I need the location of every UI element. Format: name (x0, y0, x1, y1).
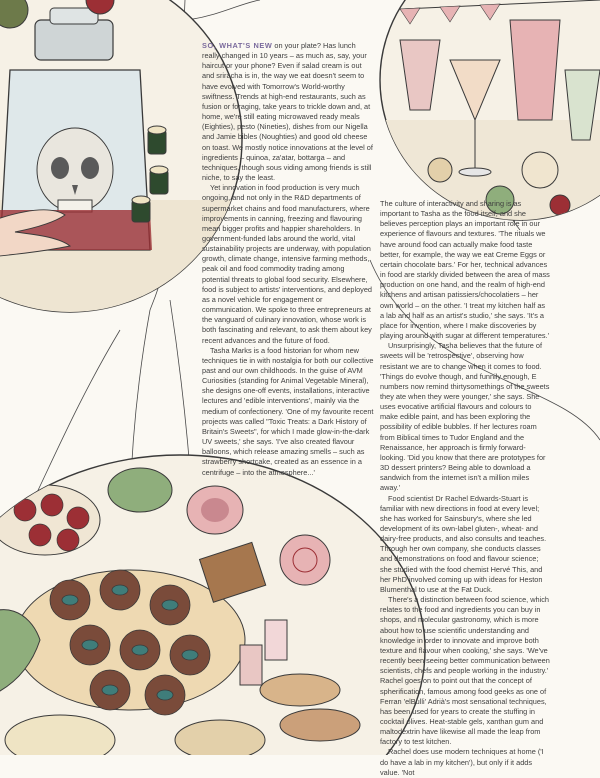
article-paragraph: Yet innovation in food production is very much ongoing, and not only in the R&D departments of supermarket chains and food manufacturers, where improvements in canning, freezing and flavouring mean bigger profits and happier shareholders. In government-funded labs around the world, vital sustainability projects are underway, with population growth, climate change, intensive farming methods, peak oil and food commodity trading among potential threats to global food security. Elsewhere, food is subject to artists' interventions, and deployed as a novel vehicle for engagement or communication. We spoke to three entrepreneurs at the vanguard of culinary innovation, whose work is both fascinating and relevant, to ask them about key recent advances and the future of food. (202, 183, 372, 345)
circle-bottom-scene (0, 455, 425, 755)
article-column-right (380, 199, 551, 778)
article-paragraph: The culture of interactivity and sharing is as important to Tasha as the food itself, and she believes perception plays an important role in our experience of flavours and textures. 'The rituals we have around food can actually make food taste better, for example, the way we eat Creme Eggs or certain chocolate bars.' For her, technical advances in food are starkly divided between the area of mass production on one hand, and the realm of high-end kitchens and artisan patissiers/chocolatiers – her own world – on the other. 'I treat my kitchen half as a lab and half as an artist's studio,' she says. 'It's a place for invention, where I make discoveries by playing around with sugar at different temperatures.' (380, 199, 550, 341)
article-paragraph-text: on your plate? Has lunch really changed in 10 years – as much as, say, your haircut or your phone? Even if salad cream is out and sriracha is in, the way we eat doesn't seem to have evolved with Tomorrow's World-worthy swiftness. Trends at high-end restaurants, such as fusion or foraging, take years to trickle down and, at home, we're still eating microwaved ready meals (Eighties), pesto (Nineties), dishes from our Nigella and Jamie bibles (Noughties) and good old cheese on toast. We mostly notice innovations at the level of ingredients – quinoa, za'atar, bottarga – and techniques, though sous viding among friends is still niche, to say the least. (202, 41, 373, 183)
article-paragraph: Tasha Marks is a food historian for whom new techniques tie in with nostalgia for both our collective past and our own childhoods. In the guise of AVM Curiosities (standing for Animal Vegetable Mineral), she designs one-off events, installations, interactive lectures and 'edible interventions', mainly via the medium of confectionery. 'One of my favourite recent projects was called "Toxic Treats: a Dark History of Britain's Sweets", for which I made glow-in-the-dark UV sweets,' she says. 'I've also created flavour balloons, which release amazing smells – such as strawberry shortcake, created as an essence in a centrifuge – into the atmosphere...' (202, 345, 374, 477)
article-paragraph: There's a distinction between food science, which relates to the food and ingredients you can buy in shops, and molecular gastronomy, which is more about how to use scientific understanding and knowledge in order to innovate and improve both texture and flavour when cooking,' she says. 'We've recently been seeing better communication between scientists, chefs and people working in the industry.' Rachel goes on to point out that the concept of spherification, famous among food geeks as one of Ferran 'elBulli' Adrià's most sensational techniques, has been used for years to create the stuffing in cocktail olives. Heat-stable gels, xanthan gum and maltodextrin have likewise all made the leap from factory to test kitchen. (380, 595, 550, 747)
article-paragraph (202, 41, 374, 183)
article-column-left (202, 41, 374, 478)
article-paragraph: Food scientist Dr Rachel Edwards-Stuart is familiar with new directions in food at every level; she has worked for Sainsbury's, where she led development of its own-label gluten-, wheat- and dairy-free products, and also consults and teaches. Through her own company, she conducts classes and demonstrations on food and flavour science; she studied with the food chemist Hervé This, and her PhD involved coming up with ideas for Heston Blumenthal to use at the Fat Duck. (380, 493, 547, 594)
skull-drawing (37, 128, 113, 212)
article-kicker: SO, WHAT'S NEW (202, 41, 273, 50)
article-paragraph: Rachel does use modern techniques at home ('I do have a lab in my kitchen'), but only if it adds value. 'Not (380, 747, 544, 777)
article-paragraph: Unsurprisingly, Tasha believes that the future of sweets will be 'retrospective', observing how resistant we are to change when it comes to food. 'Things do evolve though, and funnily enough, E numbers now remind thirtysomethings of the sweets they ate when they were younger,' she says. She uses evocative artificial flavours and colours to make edible paint, and has been exploring the possibility of edible bubbles. If her lectures roam from Biblical times to Tudor England and the Renaissance, her approach is firmly forward-looking. 'Did you know that there are prototypes for 3D dessert printers? Being able to download a sandwich from the internet isn't a million miles away.' (380, 341, 550, 493)
